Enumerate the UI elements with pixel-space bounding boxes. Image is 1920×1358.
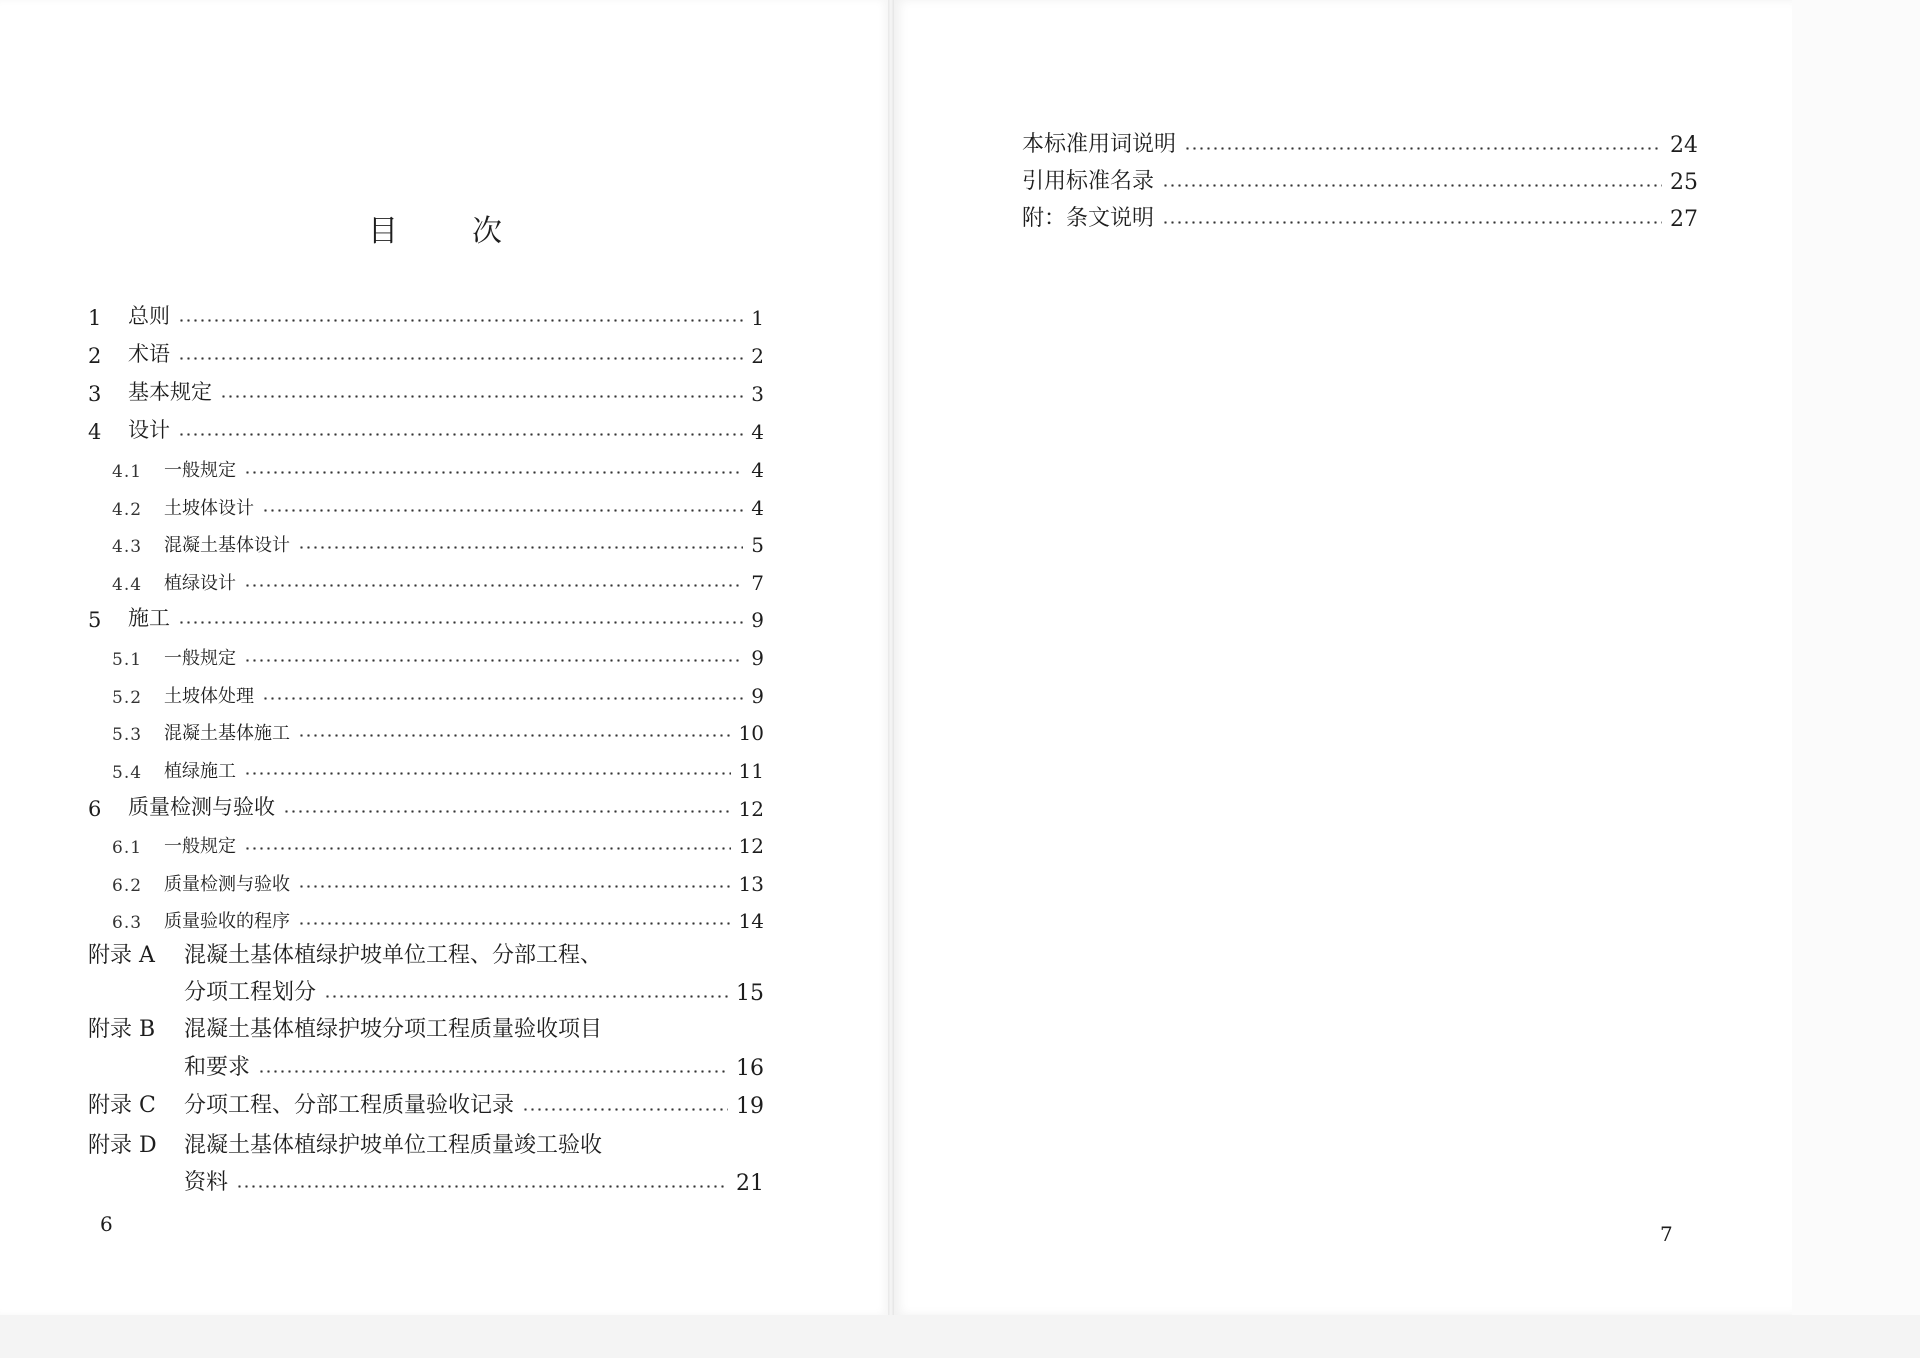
dot-leader (298, 546, 743, 549)
entry-number: 4.2 (112, 500, 143, 520)
entry-page: 3 (751, 382, 764, 406)
entry-label: 植绿设计 (164, 573, 236, 594)
entry-label: 设计 (128, 418, 170, 442)
entry-page: 1 (751, 306, 764, 330)
toc-entry-section-6-1 (112, 826, 764, 858)
dot-leader (178, 433, 743, 436)
entry-label: 混凝土基体施工 (164, 723, 290, 744)
entry-label: 总则 (128, 304, 170, 328)
entry-page: 21 (736, 1171, 764, 1196)
dot-leader (298, 734, 731, 737)
toc-appendix-d-line1 (88, 1128, 602, 1159)
dot-leader (236, 1185, 728, 1188)
appendix-number: 附录 C (88, 1093, 156, 1118)
dot-leader (258, 1070, 728, 1073)
dot-leader (178, 319, 743, 322)
appendix-title-cont: 和要求 (184, 1055, 251, 1080)
entry-page: 16 (736, 1056, 764, 1081)
toc-entry-section-4-3 (112, 525, 764, 557)
entry-number: 4 (88, 420, 102, 444)
entry-page: 4 (751, 458, 764, 482)
entry-label: 质量检测与验收 (128, 795, 275, 819)
scan-margin (0, 1315, 1920, 1358)
toc-entry-word-usage (1022, 126, 1698, 158)
entry-number: 4.4 (112, 575, 143, 595)
dot-leader (244, 659, 743, 662)
entry-page: 12 (738, 834, 764, 858)
entry-label: 土坡体设计 (164, 498, 254, 519)
dot-leader (283, 810, 731, 813)
dot-leader (1162, 184, 1662, 187)
entry-number: 1 (88, 306, 102, 330)
dot-leader (262, 697, 743, 700)
entry-page: 9 (751, 646, 764, 670)
toc-entry-section-6-3 (112, 901, 764, 933)
page-gutter (888, 0, 894, 1315)
toc-entry-section-5-1 (112, 638, 764, 670)
dot-leader (1162, 221, 1662, 224)
toc-entry-chapter-4 (88, 412, 764, 444)
toc-entry-chapter-1 (88, 298, 764, 330)
entry-number: 5.4 (112, 763, 143, 783)
right-page (892, 0, 1792, 1315)
entry-label: 一般规定 (164, 460, 236, 481)
entry-page: 2 (751, 344, 764, 368)
appendix-title: 混凝土基体植绿护坡分项工程质量验收项目 (184, 1017, 603, 1042)
entry-page: 15 (736, 981, 764, 1006)
entry-label: 一般规定 (164, 648, 236, 669)
entry-number: 6 (88, 797, 102, 821)
appendix-number: 附录 B (88, 1017, 156, 1042)
dot-leader (244, 847, 731, 850)
entry-page: 25 (1670, 170, 1698, 195)
toc-entry-section-4-4 (112, 563, 764, 595)
entry-label: 一般规定 (164, 836, 236, 857)
page-number-left: 6 (100, 1212, 113, 1236)
entry-page: 7 (751, 571, 764, 595)
entry-label: 土坡体处理 (164, 686, 254, 707)
dot-leader (298, 922, 731, 925)
entry-number: 6.1 (112, 838, 143, 858)
appendix-title-cont: 分项工程划分 (184, 980, 317, 1005)
entry-page: 5 (751, 533, 764, 557)
entry-page: 19 (736, 1094, 764, 1119)
entry-page: 27 (1670, 207, 1698, 232)
page-number-right: 7 (1660, 1222, 1673, 1246)
entry-page: 4 (751, 420, 764, 444)
dot-leader (178, 357, 743, 360)
entry-page: 14 (738, 909, 764, 933)
entry-number: 4.3 (112, 537, 143, 557)
entry-number: 6.3 (112, 913, 143, 933)
toc-entry-referenced-standards (1022, 163, 1698, 195)
entry-label: 术语 (128, 342, 170, 366)
appendix-title: 混凝土基体植绿护坡单位工程质量竣工验收 (184, 1133, 603, 1158)
dot-leader (244, 772, 731, 775)
entry-page: 10 (738, 721, 764, 745)
toc-entry-chapter-3 (88, 374, 764, 406)
entry-label: 质量验收的程序 (164, 911, 290, 932)
dot-leader (298, 885, 731, 888)
toc-entry-section-6-2 (112, 864, 764, 896)
entry-label: 施工 (128, 606, 170, 630)
entry-label: 本标准用词说明 (1022, 132, 1177, 157)
entry-page: 4 (751, 496, 764, 520)
entry-label: 混凝土基体设计 (164, 535, 290, 556)
entry-number: 5.1 (112, 650, 143, 670)
entry-number: 4.1 (112, 462, 143, 482)
entry-page: 9 (751, 608, 764, 632)
toc-title-char-1: 目 (368, 214, 398, 249)
appendix-number: 附录 A (88, 943, 155, 968)
toc-appendix-b-line2 (184, 1049, 764, 1081)
toc-entry-section-5-3 (112, 713, 764, 745)
entry-label: 基本规定 (128, 380, 212, 404)
toc-entry-section-4-1 (112, 450, 764, 482)
dot-leader (262, 509, 743, 512)
appendix-number: 附录 D (88, 1133, 157, 1158)
dot-leader (1184, 147, 1662, 150)
dot-leader (324, 995, 728, 998)
toc-entry-chapter-2 (88, 336, 764, 368)
toc-entry-explanation (1022, 200, 1698, 232)
entry-number: 5.3 (112, 725, 143, 745)
dot-leader (244, 584, 743, 587)
dot-leader (220, 395, 743, 398)
entry-number: 2 (88, 344, 102, 368)
entry-page: 12 (738, 797, 764, 821)
toc-entry-section-5-2 (112, 676, 764, 708)
entry-page: 24 (1670, 133, 1698, 158)
entry-page: 9 (751, 684, 764, 708)
toc-appendix-b-line1 (88, 1012, 602, 1043)
toc-entry-section-4-2 (112, 488, 764, 520)
toc-appendix-d-line2 (184, 1164, 764, 1196)
entry-number: 5 (88, 608, 102, 632)
toc-title-char-2: 次 (472, 214, 502, 249)
entry-label: 引用标准名录 (1022, 169, 1155, 194)
entry-label: 附：条文说明 (1022, 206, 1155, 231)
appendix-title: 分项工程、分部工程质量验收记录 (184, 1093, 515, 1118)
entry-label: 植绿施工 (164, 761, 236, 782)
toc-entry-chapter-5 (88, 600, 764, 632)
entry-number: 3 (88, 382, 102, 406)
dot-leader (244, 471, 743, 474)
entry-number: 6.2 (112, 876, 143, 896)
appendix-title: 混凝土基体植绿护坡单位工程、分部工程、 (184, 943, 603, 968)
appendix-title-cont: 资料 (184, 1170, 229, 1195)
dot-leader (178, 621, 743, 624)
toc-entry-section-5-4 (112, 751, 764, 783)
toc-appendix-a-line1 (88, 938, 602, 969)
entry-page: 13 (738, 872, 764, 896)
toc-entry-chapter-6 (88, 789, 764, 821)
toc-appendix-a-line2 (184, 974, 764, 1006)
toc-appendix-c (88, 1087, 764, 1119)
entry-label: 质量检测与验收 (164, 874, 290, 895)
entry-page: 11 (738, 759, 764, 783)
dot-leader (522, 1108, 728, 1111)
toc-title (368, 206, 502, 250)
entry-number: 5.2 (112, 688, 143, 708)
